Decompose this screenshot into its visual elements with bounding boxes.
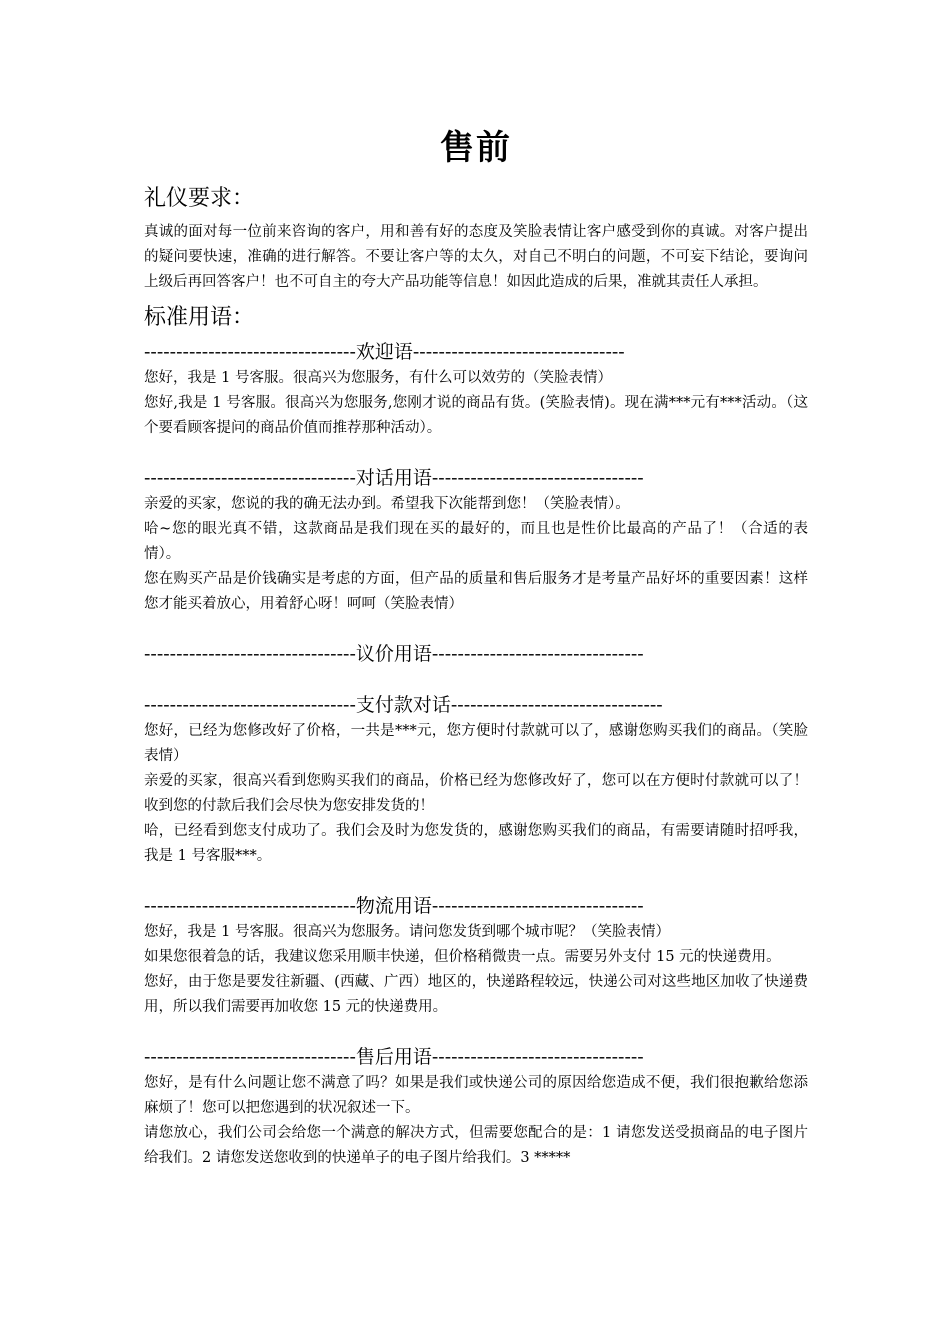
section-logistics	[144, 893, 808, 1020]
section-line: 您好，已经为您修改好了价格，一共是***元，您方便时付款就可以了，感谢您购买我们的商品。（笑脸表情）	[144, 723, 808, 764]
section-line: 如果您很着急的话，我建议您采用顺丰快递，但价格稍微贵一点。需要另外支付 15 元的快递费用。	[144, 949, 781, 965]
section-divider-aftersales: ---------------------------------售后用语---------------------------------	[144, 1046, 644, 1068]
section-line: 哈~您的眼光真不错，这款商品是我们现在买的最好的，而且也是性价比最高的产品了！（合适的表情）。	[144, 521, 808, 562]
section-aftersales	[144, 1044, 808, 1171]
section-line: 哈，已经看到您支付成功了。我们会及时为您发货的，感谢您购买我们的商品，有需要请随时招呼我，我是 1 号客服***。	[144, 823, 808, 864]
section-welcome	[144, 339, 808, 441]
section-line: 您在购买产品是价钱确实是考虑的方面，但产品的质量和售后服务才是考量产品好坏的重要因素！这样您才能买着放心，用着舒心呀！呵呵（笑脸表情）	[144, 571, 808, 612]
section-line: 请您放心，我们公司会给您一个满意的解决方式，但需要您配合的是：1 请您发送受损商品的电子图片给我们。2 请您发送您收到的快递单子的电子图片给我们。3 *****	[144, 1125, 808, 1166]
section-divider-dialogue: ---------------------------------对话用语---------------------------------	[144, 467, 644, 489]
section-line: 您好，是有什么问题让您不满意了吗？如果是我们或快递公司的原因给您造成不便，我们很抱歉给您添麻烦了！您可以把您遇到的状况叙述一下。	[144, 1075, 808, 1116]
section-line: 您好,我是 1 号客服。很高兴为您服务,您刚才说的商品有货。(笑脸表情)。现在满***元有***活动。（这个要看顾客提问的商品价值而推荐那种活动）。	[144, 395, 808, 436]
section-line: 亲爱的买家，您说的我的确无法办到。希望我下次能帮到您！（笑脸表情）。	[144, 496, 630, 512]
etiquette-heading: 礼仪要求：	[144, 186, 255, 211]
section-line: 亲爱的买家，很高兴看到您购买我们的商品，价格已经为您修改好了，您可以在方便时付款就可以了！收到您的付款后我们会尽快为您安排发货的！	[144, 773, 808, 814]
section-bargain	[144, 641, 808, 668]
section-divider-payment: ---------------------------------支付款对话---------------------------------	[144, 694, 663, 716]
section-line: 您好，由于您是要发往新疆、(西藏、广西）地区的，快递路程较远，快递公司对这些地区加收了快递费用，所以我们需要再加收您 15 元的快递费用。	[144, 974, 808, 1015]
section-line: 您好，我是 1 号客服。很高兴为您服务。请问您发货到哪个城市呢？（笑脸表情）	[144, 924, 670, 940]
section-divider-logistics: ---------------------------------物流用语---------------------------------	[144, 895, 644, 917]
etiquette-paragraph: 真诚的面对每一位前来咨询的客户，用和善有好的态度及笑脸表情让客户感受到你的真诚。对客户提出的疑问要快速，准确的进行解答。不要让客户等的太久，对自己不明白的问题，不可妄下结论，要询问上级后再回答客户！也不可自主的夸大产品功能等信息！如因此造成的后果，准就其责任人承担。	[144, 224, 808, 290]
section-dialogue	[144, 465, 808, 617]
page-title: 售前	[440, 128, 512, 168]
standard-heading: 标准用语：	[144, 305, 255, 330]
section-divider-bargain: ---------------------------------议价用语---------------------------------	[144, 643, 644, 665]
section-line: 您好，我是 1 号客服。很高兴为您服务，有什么可以效劳的（笑脸表情）	[144, 370, 612, 386]
section-payment	[144, 692, 808, 869]
section-divider-welcome: ---------------------------------欢迎语---------------------------------	[144, 341, 625, 363]
